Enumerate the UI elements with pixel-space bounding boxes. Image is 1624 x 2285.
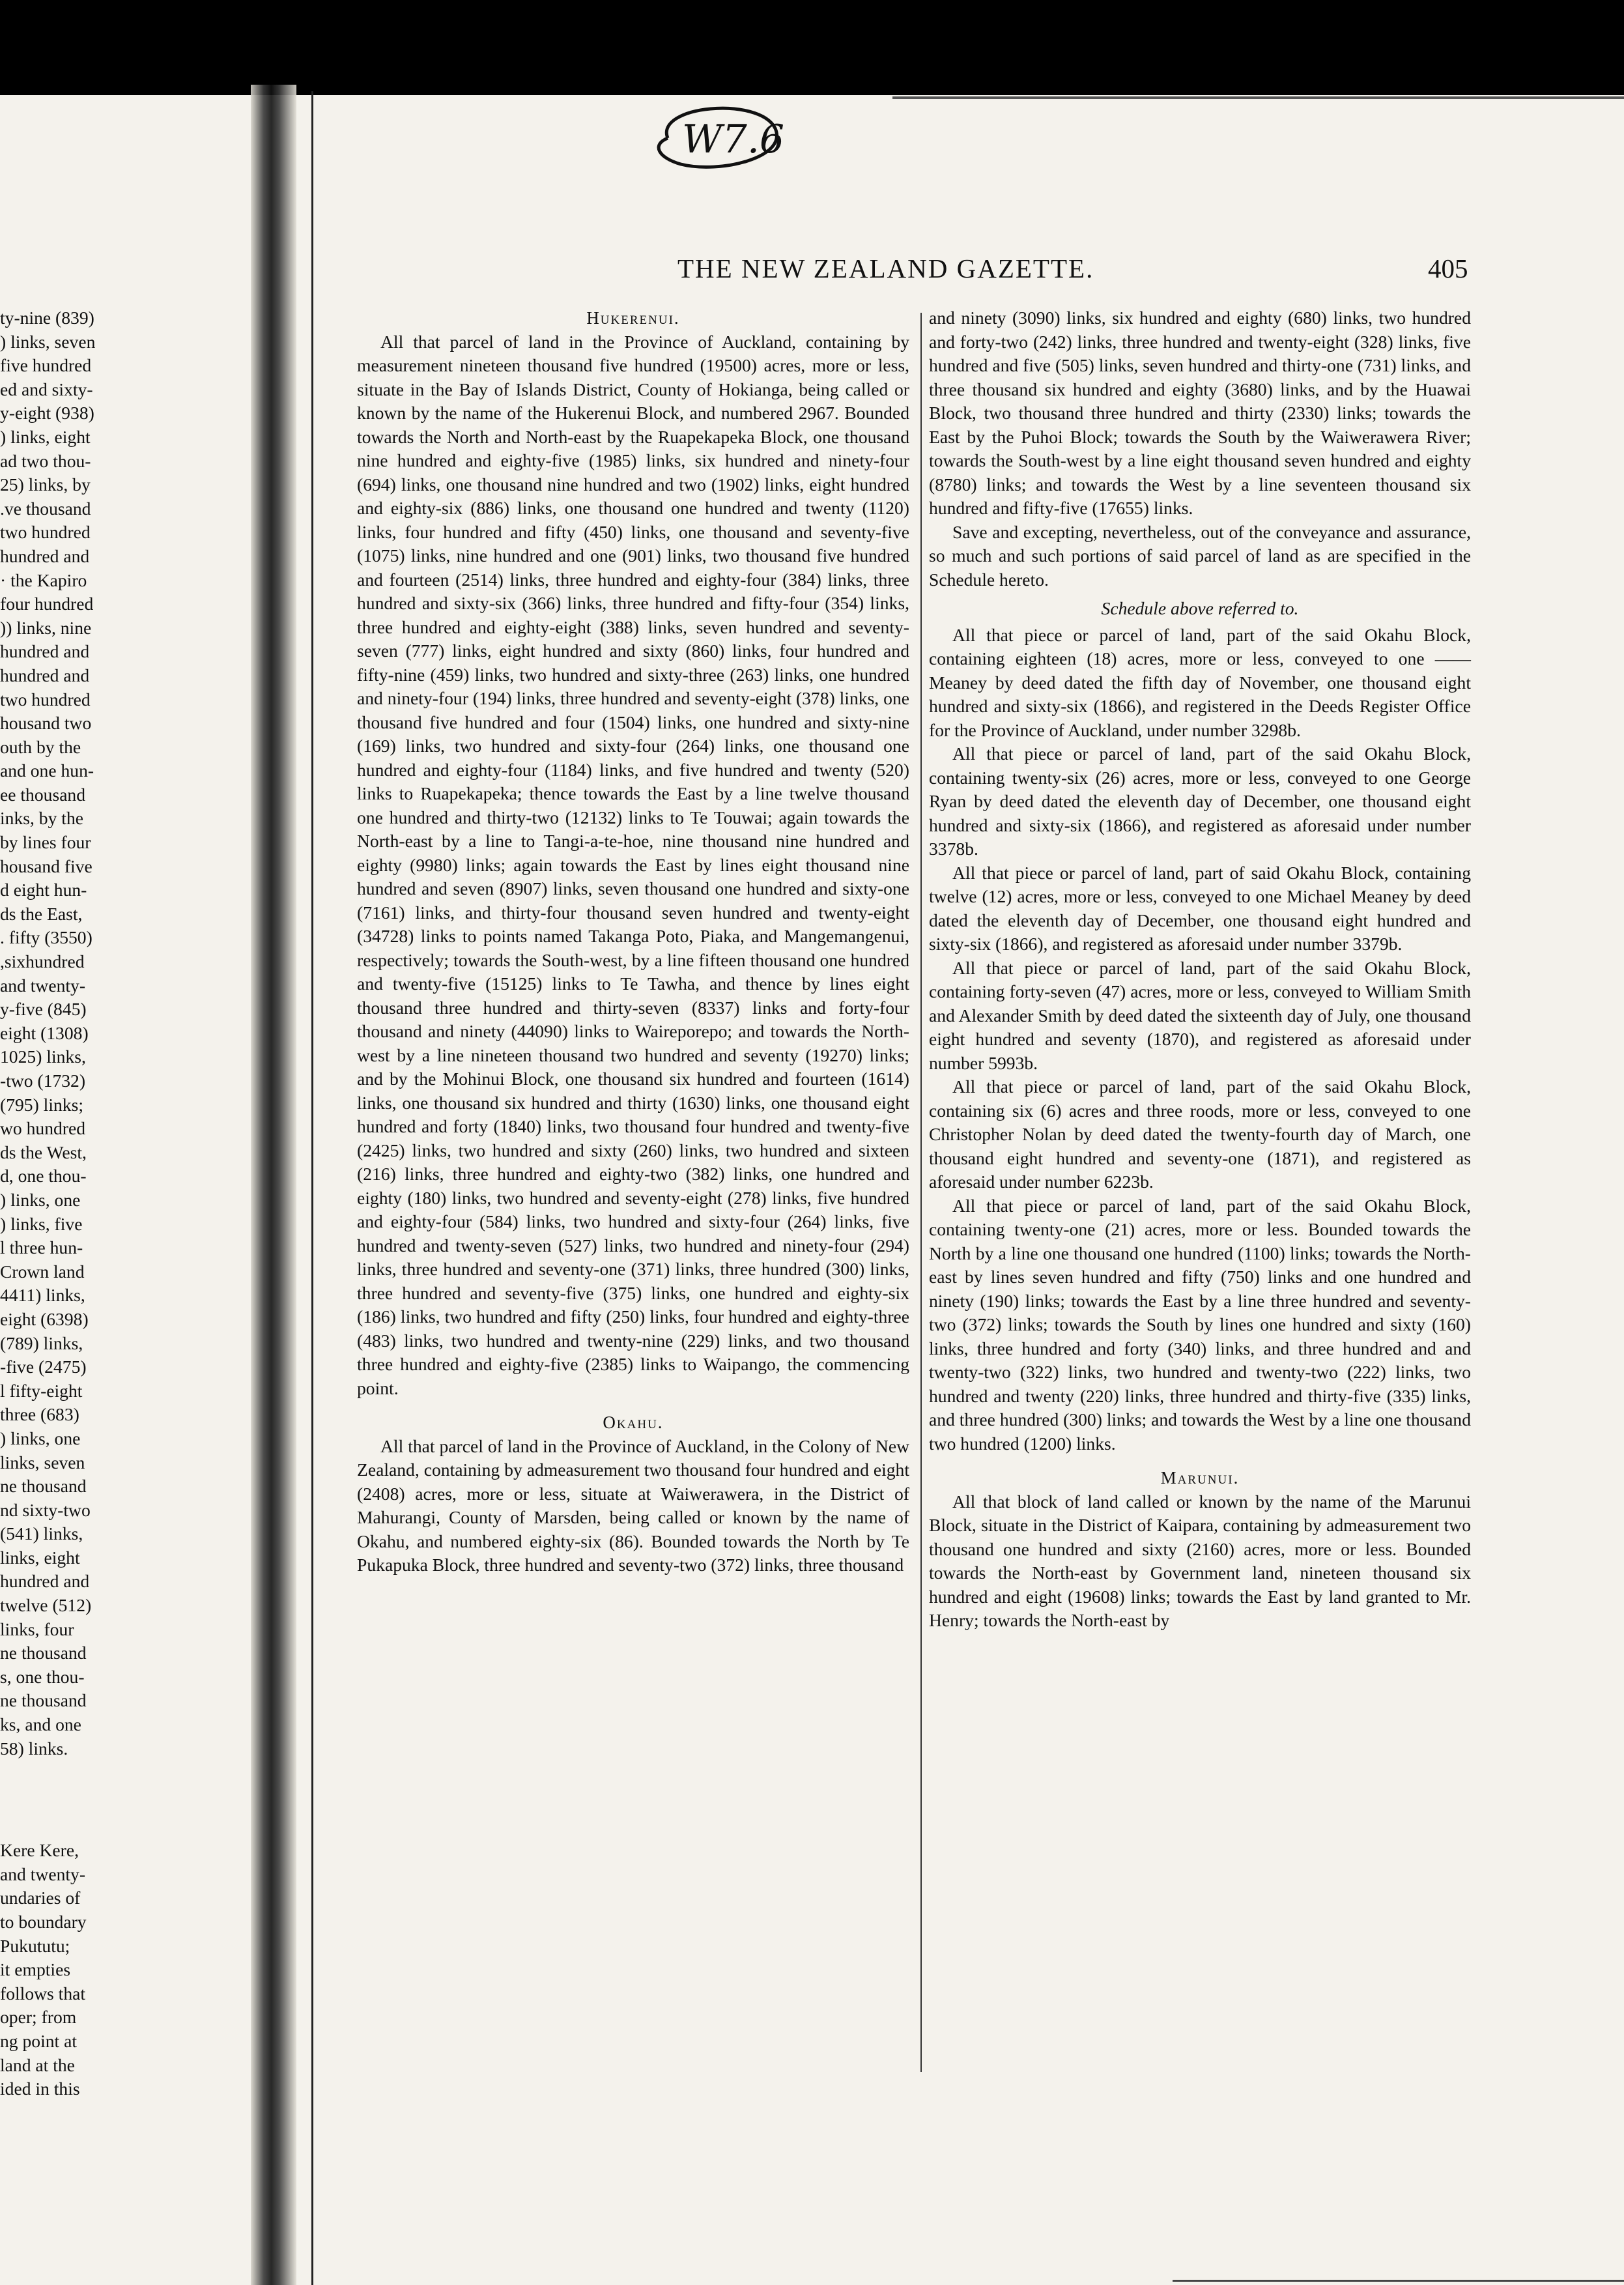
page-number: 405 xyxy=(1428,253,1468,283)
left-fragment-line: it empties xyxy=(0,1959,71,1980)
left-fragment-line: links, seven xyxy=(0,1452,85,1473)
left-fragment-line: -five (2475) xyxy=(0,1357,87,1377)
scan-top-rule xyxy=(892,96,1624,99)
left-fragment-line: two hundred xyxy=(0,522,91,543)
left-fragment-line: 1025) links, xyxy=(0,1046,86,1067)
left-fragment-line: and one hun- xyxy=(0,760,94,781)
left-fragment-line: y-five (845) xyxy=(0,999,87,1020)
left-fragment-line: hundred and xyxy=(0,1571,90,1592)
left-fragment-line: (541) links, xyxy=(0,1523,83,1544)
left-fragment-line: and twenty- xyxy=(0,975,86,996)
binding-gutter-shadow xyxy=(251,85,296,2285)
left-fragment-line: .ve thousand xyxy=(0,498,91,519)
left-fragment-line: ) links, five xyxy=(0,1213,83,1234)
left-fragment-line: nd sixty-two xyxy=(0,1499,91,1520)
left-fragment-line: 4411) links, xyxy=(0,1285,85,1306)
left-fragment-line: undaries of xyxy=(0,1888,81,1908)
left-fragment-line: wo hundred xyxy=(0,1118,86,1139)
left-fragment-line: twelve (512) xyxy=(0,1595,92,1616)
left-fragment-line: links, four xyxy=(0,1618,74,1639)
paragraph-marunui: All that block of land called or known by the name of the Marunui Block, situate in the District of Kaipara, containing by admeasurement two thousand one hundred and sixty (2160) acres, more or less. Bounded towards the North-east by Government land, nineteen thousand six hundred and eight (19608) links; towards the East by land granted to Mr. Henry; towards the North-east by xyxy=(929,1491,1471,1630)
scan-top-black-bar xyxy=(0,0,1624,95)
left-fragment-line: l fifty-eight xyxy=(0,1380,83,1401)
left-fragment-line: ee thousand xyxy=(0,784,86,805)
left-fragment-line: ided in this xyxy=(0,2078,80,2099)
left-fragment-line: (789) links, xyxy=(0,1332,83,1353)
left-fragment-line: y-eight (938) xyxy=(0,403,94,424)
paragraph-hukerenui: All that parcel of land in the Province of Auckland, containing by measurement nineteen thousand five hundred (19500) acres, more or less, situate in the Bay of Islands District, County of Hokianga, being called or known by the name of the Hukerenui Block, and numbered 2967. Bounded towards the North and North-east by the Ruapekapeka Block, one thousand nine hundred and eighty-five (1985) links, six hundred and ninety-four (694) links, one thousand nine hundred and two (1902) links, eight hundred and eighty-six (886) links, one thousand one hundred and twenty (1120) links, four hundred and fifty (450) links, one thousand and seventy-five (1075) links, nine hundred and one (901) links, two thousand five hundred and fourteen (2514) links, three hundred and eighty-four (384) links, three hundred and sixty-six (366) links, three hundred and fifty-four (354) links, three hundred and eighty-eight (388) links, seven hundred and seventy-seven (777) links, eight hundred and sixty (860) links, four hundred and fifty-nine (459) links, two hundred and sixty-three (263) links, one hundred and ninety-four (194) links, three hundred and seventy-eight (378) links, one thousand five hundred and four (1504) links, one hundred and sixty-nine (169) links, two hundred and sixty-four (264) links, one thousand one hundred and eighty-four (1184) links, and five hundred and twenty (520) links to Ruapekapeka; thence towards the East by a line twelve thousand one hundred and thirty-two (12132) links to Te Touwai; again towards the North-east by a line to Tangi-a-te-hoe, nine thousand nine hundred and eighty (9980) links; again towards the East by lines eight thousand nine hundred and seven (8907) links, seven thousand one hundred and sixty-one (7161) links, and thirty-four thousand seven hundred and twenty-eight (34728) links to points named Takanga Poto, Piaka, and Mangemangenui, respectively; towards the South-west, by a line fifteen thousand one hundred and twenty-five (15125) links to Te Tawha, and thence by lines eight thousand three hundred and thirty-seven (8337) links and forty-four thousand and ninety (44090) links to Waireporepo; and towards the North-west by a line nineteen thousand two hundred and seventy (19270) links; and by the Mohinui Block, one thousand six hundred and fourteen (1614) links, one thousand six hundred and thirty (1630) links, one thousand eight hundred and forty (1840) links, two thousand four hundred and twenty-five (2425) links, two hundred and sixty (260) links, two hundred and sixteen (216) links, three hundred and eighty-two (382) links, one hundred and eighty (180) links, two hundred and seventy-eight (278) links, five hundred and eighty-four (584) links, two hundred and sixty-four (264) links, five hundred and twenty-seven (527) links, two hundred and ninety-four (294) links, three hundred and seventy-one (371) links, three hundred (300) links, three hundred and seventy-five (375) links, one hundred and eighty-six (186) links, two hundred and fifty (250) links, four hundred and eighty-three (483) links, two hundred and twenty-nine (229) links, and two thousand three hundred and eighty-five (2385) links to Waipango, the commencing point. xyxy=(357,331,909,1398)
left-fragment-line: s, one thou- xyxy=(0,1666,85,1687)
paragraph-okahu: All that parcel of land in the Province of Auckland, in the Colony of New Zealand, containing by admeasurement two thousand four hundred and eight (2408) acres, more or less, situate at Waiwerawera, in the District of Mahurangi, County of Marsden, being called or known by the name of Okahu, and numbered eighty-six (86). Bounded towards the North by Te Pukapuka Block, three hundred and seventy-two (372) links, three thousand xyxy=(357,1435,909,1575)
left-fragment-line: ne thousand xyxy=(0,1690,87,1711)
gazette-header-title: THE NEW ZEALAND GAZETTE. xyxy=(677,253,1094,283)
left-fragment-line: land at the xyxy=(0,2054,75,2075)
paragraph-okahu-continued: and ninety (3090) links, six hundred and eighty (680) links, two hundred and forty-two (242) links, three hundred and twenty-eight (328) links, five hundred and five (505) links, seven hundred and thirty-one (731) links, and three thousand six hundred and eighty (3680) links, and by the Huawai Block, two thousand three hundred and thirty (2330) links; towards the East by the Puhoi Block; towards the South by the Waiwerawera River; towards the South-west by a line eight thousand seven hundred and eighty (8780) links; and towards the West by a line seventeen thousand six hundred and fifty-five (17655) links. xyxy=(929,308,1471,518)
schedule-paragraph-6: All that piece or parcel of land, part of the said Okahu Block, containing twenty-one (21) acres, more or less. Bounded towards the North by a line one thousand one hundred (1100) links; towards the North-east by lines seven hundred and fifty (750) links and one hundred and ninety (190) links; towards the East by a line three hundred and seventy-two (372) links; towards the South by lines one hundred and sixty (160) links, three hundred and forty (340) links, and three hundred and and twenty-two (322) links, two hundred and twenty-two (222) links, two hundred and twenty (220) links, three hundred and thirty-five (335) links, and three hundred (300) links; and towards the West by a line one thousand two hundred (1200) links. xyxy=(929,1195,1471,1454)
left-fragment-bottom-block xyxy=(0,1839,221,2101)
left-fragment-line: · the Kapiro xyxy=(0,569,87,590)
left-fragment-line: ,sixhundred xyxy=(0,951,85,972)
handwritten-archive-mark xyxy=(642,93,791,177)
left-fragment-line: two hundred xyxy=(0,689,91,710)
left-fragment-line: ) links, one xyxy=(0,1428,81,1448)
left-fragment-line: ed and sixty- xyxy=(0,379,93,399)
right-column xyxy=(929,306,1471,1633)
left-fragment-top-block xyxy=(0,306,221,1760)
left-fragment-line: five hundred xyxy=(0,355,92,376)
middle-column xyxy=(357,306,909,1577)
left-fragment-line: d, one thou- xyxy=(0,1166,87,1186)
left-fragment-line: housand five xyxy=(0,855,93,876)
left-fragment-line: and twenty- xyxy=(0,1863,86,1884)
left-fragment-line: links, eight xyxy=(0,1547,80,1568)
schedule-paragraph-5: All that piece or parcel of land, part of the said Okahu Block, containing six (6) acres and three roods, more or less, conveyed to one Christopher Nolan by deed dated the twenty-fourth day of March, one thousand eight hundred and seventy-one (1871), and registered as aforesaid under number 6223b. xyxy=(929,1076,1471,1192)
left-fragment-line: ne thousand xyxy=(0,1476,87,1497)
left-fragment-line: by lines four xyxy=(0,832,91,853)
section-heading-hukerenui: Hukerenui. xyxy=(586,308,680,328)
left-fragment-line: eight (1308) xyxy=(0,1022,89,1043)
left-fragment-line: ne thousand xyxy=(0,1643,87,1663)
left-fragment-line: three (683) xyxy=(0,1404,79,1425)
binding-gutter-line xyxy=(311,91,313,2285)
left-fragment-line: ) links, one xyxy=(0,1189,81,1210)
left-fragment-line: follows that xyxy=(0,1983,86,2004)
schedule-paragraph-3: All that piece or parcel of land, part of said Okahu Block, containing twelve (12) acres, more or less, conveyed to one Michael Meaney by deed dated the eleventh day of December, one thousand eight hundred and sixty-six (1866), and registered as aforesaid under number 3379b. xyxy=(929,862,1471,954)
schedule-heading: Schedule above referred to. xyxy=(1101,598,1299,618)
left-fragment-line: . fifty (3550) xyxy=(0,927,93,948)
left-fragment-line: housand two xyxy=(0,713,92,734)
left-fragment-line: ty-nine (839) xyxy=(0,308,94,328)
left-fragment-line: outh by the xyxy=(0,736,81,757)
left-fragment-line: eight (6398) xyxy=(0,1308,89,1329)
section-heading-okahu: Okahu. xyxy=(603,1413,664,1432)
left-fragment-line: l three hun- xyxy=(0,1237,83,1258)
left-fragment-line: 58) links. xyxy=(0,1738,68,1759)
left-fragment-line: ad two thou- xyxy=(0,450,91,471)
left-fragment-line: ds the West, xyxy=(0,1142,87,1162)
left-fragment-line: ) links, seven xyxy=(0,331,96,352)
left-fragment-line: ks, and one xyxy=(0,1714,81,1735)
left-fragment-line: -two (1732) xyxy=(0,1071,86,1091)
left-fragment-line: Kere Kere, xyxy=(0,1840,79,1861)
left-fragment-line: hundred and xyxy=(0,545,90,566)
paragraph-save-and-excepting: Save and excepting, nevertheless, out of the conveyance and assurance, so much and such portions of said parcel of land as are specified in the Schedule hereto. xyxy=(929,521,1471,590)
left-fragment-line: d eight hun- xyxy=(0,880,87,900)
left-fragment-line: ng point at xyxy=(0,2030,78,2051)
left-fragment-line: to boundary xyxy=(0,1912,87,1932)
handwritten-mark-text: W7.6 xyxy=(682,117,785,162)
left-fragment-line: )) links, nine xyxy=(0,617,92,638)
section-heading-marunui: Marunui. xyxy=(1160,1468,1240,1487)
left-fragment-line: Pukututu; xyxy=(0,1935,70,1956)
left-fragment-line: oper; from xyxy=(0,2007,77,2028)
left-fragment-line: Crown land xyxy=(0,1261,85,1282)
scan-bottom-rule xyxy=(1173,2280,1624,2282)
left-fragment-line: ) links, eight xyxy=(0,426,91,447)
left-fragment-line: hundred and xyxy=(0,665,90,685)
left-page-fragment-column xyxy=(0,306,221,2101)
column-divider xyxy=(920,313,922,2072)
schedule-paragraph-4: All that piece or parcel of land, part of the said Okahu Block, containing forty-seven (47) acres, more or less, conveyed to William Smith and Alexander Smith by deed dated the sixteenth day of July, one thousand eight hundred and seventy (1870), and registered as aforesaid under number 5993b. xyxy=(929,957,1471,1073)
left-fragment-line: four hundred xyxy=(0,594,94,614)
left-fragment-line: ds the East, xyxy=(0,903,83,924)
left-fragment-gap xyxy=(0,1760,221,1839)
left-fragment-line: inks, by the xyxy=(0,808,83,829)
left-fragment-line: 25) links, by xyxy=(0,474,91,495)
left-fragment-line: (795) links; xyxy=(0,1094,83,1115)
schedule-paragraph-1: All that piece or parcel of land, part of the said Okahu Block, containing eighteen (18) acres, more or less, conveyed to one —— Meaney by deed dated the fifth day of November, one thousand eight hundred and sixty-six (1866), and registered in the Deeds Register Office for the Province of Auckland, under number 3298b. xyxy=(929,624,1471,740)
schedule-paragraph-2: All that piece or parcel of land, part of the said Okahu Block, containing twenty-six (26) acres, more or less, conveyed to one George Ryan by deed dated the eleventh day of December, one thousand eight hundred and sixty-six (1866), and registered as aforesaid under number 3378b. xyxy=(929,743,1471,859)
left-fragment-line: hundred and xyxy=(0,641,90,662)
